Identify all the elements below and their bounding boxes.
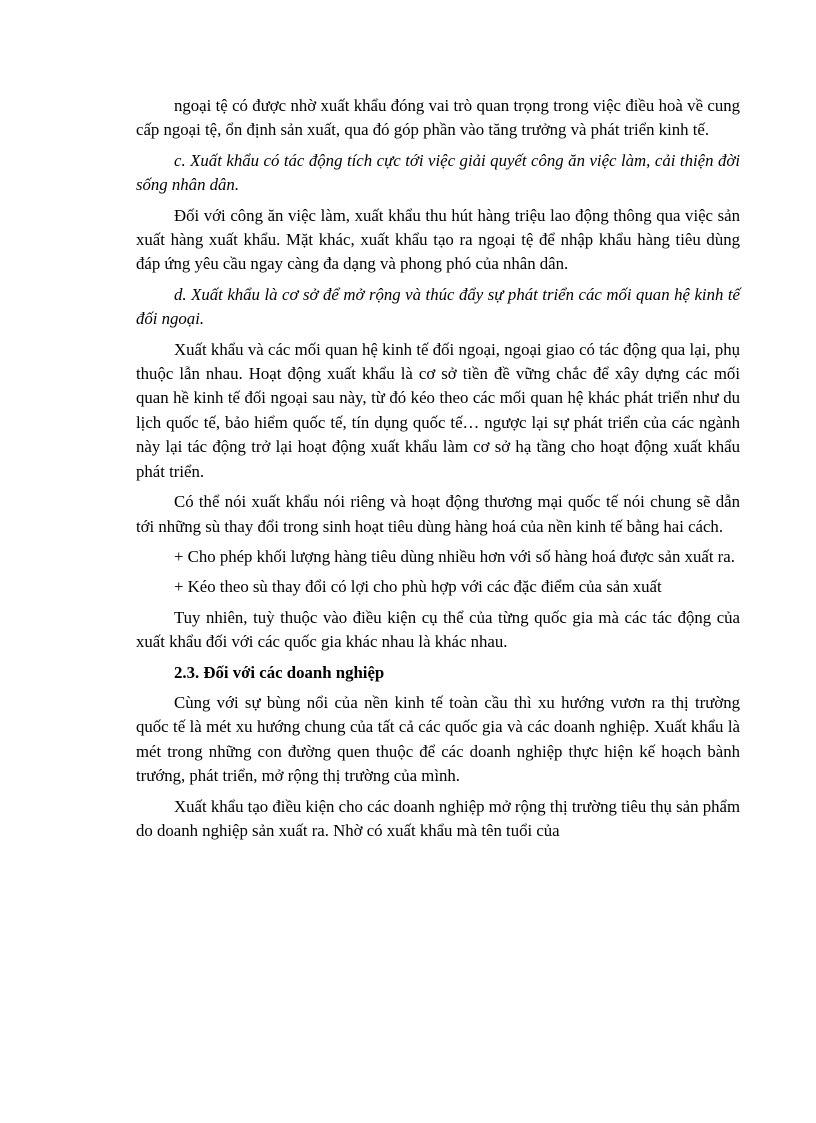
subheading-d-foreign-relations: d. Xuất khẩu là cơ sở để mở rộng và thúc đẩy sự phát triển các mối quan hệ kinh tế đối ngoại. <box>136 284 740 329</box>
paragraph-foreign-currency: ngoại tệ có được nhờ xuất khẩu đóng vai trò quan trọng trong việc điều hoà về cung cấp ngoại tệ, ổn định sản xuất, qua đó góp phần vào tăng trưởng và phát triển kinh tế. <box>136 96 740 140</box>
paragraph-two-ways: Có thể nói xuất khẩu nói riêng và hoạt động thương mại quốc tế nói chung sẽ dẫn tới những sù thay đổi trong sinh hoạt tiêu dùng hàng hoá của nền kinh tế bằng hai cách. <box>136 492 740 536</box>
paragraph-plus-change: + Kéo theo sù thay đổi có lợi cho phù hợp với các đặc điểm của sản xuất <box>174 577 662 597</box>
document-page <box>136 94 740 849</box>
paragraph-however: Tuy nhiên, tuỳ thuộc vào điều kiện cụ thể của từng quốc gia mà các tác động của xuất khẩu đối với các quốc gia khác nhau là khác nhau. <box>136 607 740 652</box>
paragraph-plus-consumption: + Cho phép khối lượng hàng tiêu dùng nhiều hơn với số hàng hoá được sản xuất ra. <box>174 546 735 566</box>
section-heading-2-3: 2.3. Đối với các doanh nghiệp <box>174 662 385 682</box>
paragraph-market-expansion: Xuất khẩu tạo điều kiện cho các doanh nghiệp mở rộng thị trường tiêu thụ sản phẩm do doanh nghiệp sản xuất ra. Nhờ có xuất khẩu mà tên tuổi của <box>136 796 740 840</box>
paragraph-foreign-relations: Xuất khẩu và các mối quan hệ kinh tế đối ngoại, ngoại giao có tác động qua lại, phụ thuộc lẫn nhau. Hoạt động xuất khẩu là cơ sở tiền đề vững chắc để xây dựng các mối quan hề kinh tế đối ngoại sau này, từ đó kéo theo các mối quan hệ khác phát triển như du lịch quốc tế, bảo hiểm quốc tế, tín dụng quốc tế… ngược lại sự phát triển của các ngành này lại tác động trở lại hoạt động xuất khẩu làm cơ sở hạ tầng cho hoạt động xuất khẩu phát triển. <box>136 339 740 481</box>
subheading-c-employment: c. Xuất khẩu có tác động tích cực tới việc giải quyết công ăn việc làm, cải thiện đời sống nhân dân. <box>136 150 740 195</box>
paragraph-employment: Đối với công ăn việc làm, xuất khẩu thu hút hàng triệu lao động thông qua việc sản xuất hàng xuất khẩu. Mặt khác, xuất khẩu tạo ra ngoại tệ để nhập khẩu hàng tiêu dùng đáp ứng yêu cầu ngay càng đa dạng và phong phó của nhân dân. <box>136 205 740 274</box>
paragraph-global-trend: Cùng với sự bùng nổi của nền kinh tế toàn cầu thì xu hướng vươn ra thị trường quốc tế là mét xu hướng chung của tất cả các quốc gia và các doanh nghiệp. Xuất khẩu là mét trong những con đường quen thuộc để các doanh nghiệp thực hiện kế hoạch bành trướng, phát triển, mở rộng thị trường của mình. <box>136 692 740 786</box>
